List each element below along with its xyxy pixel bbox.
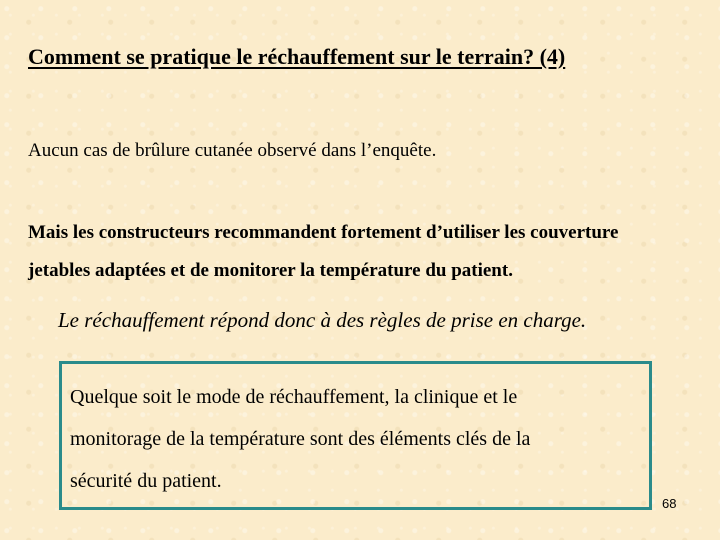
paragraph-recommendations-line-1: Mais les constructeurs recommandent fortement d’utiliser les couverture <box>28 222 619 243</box>
page-number: 68 <box>662 496 677 511</box>
callout-line-1: Quelque soit le mode de réchauffement, la clinique et le <box>70 386 518 408</box>
callout-text <box>70 376 530 502</box>
callout-box <box>59 361 652 510</box>
paragraph-no-burns: Aucun cas de brûlure cutanée observé dans l’enquête. <box>28 140 437 161</box>
paragraph-recommendations <box>28 214 718 290</box>
slide-title: Comment se pratique le réchauffement sur le terrain? (4) <box>28 44 566 69</box>
callout-line-3: sécurité du patient. <box>70 470 222 492</box>
paragraph-recommendations-line-2: jetables adaptées et de monitorer la température du patient. <box>28 260 513 281</box>
callout-line-2: monitorage de la température sont des éléments clés de la <box>70 428 531 450</box>
paragraph-conclusion: Le réchauffement répond donc à des règles de prise en charge. <box>58 308 587 332</box>
